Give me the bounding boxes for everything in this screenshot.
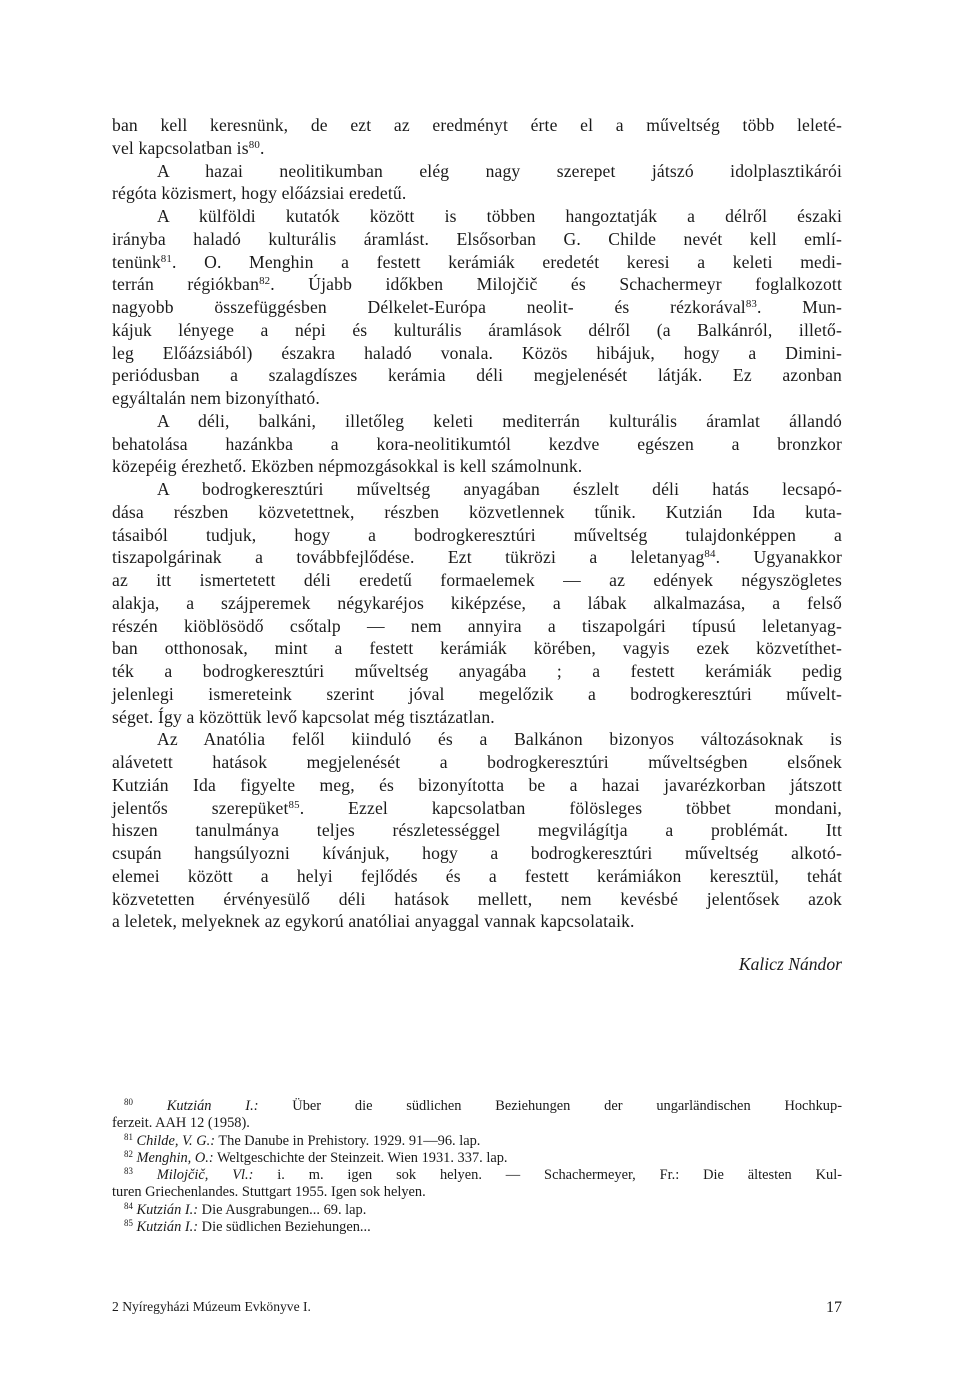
line-text: alávetett hatások megjelenését a bodrogkeresztúri műveltségben elsőnek: [112, 752, 842, 772]
text-line: [112, 706, 842, 729]
footnote-text: Über die südlichen Beziehungen der ungarländischen Hochkup-: [258, 1098, 842, 1114]
line-text: jelentős szerepüket: [112, 797, 289, 818]
text-line: [112, 387, 842, 410]
text-line: [112, 296, 842, 319]
footnote: [112, 1115, 842, 1132]
text-line: [112, 660, 842, 683]
footnote: [112, 1150, 842, 1167]
line-text: Kutzián Ida figyelte meg, és bizonyította be a hazai javarézkorban játszott: [112, 774, 842, 795]
text-line: [112, 205, 842, 228]
line-text: kájuk lényege a népi és kulturális áramlások délről (a Balkánról, illető-: [112, 319, 842, 340]
footnote: [112, 1133, 842, 1150]
page-number: 17: [826, 1299, 842, 1316]
text-line: [112, 728, 842, 751]
line-text: részén kiöblösödő csőtalp — nem annyira a tiszapolgári típusú leletanyag-: [112, 615, 842, 636]
author-signature: Kalicz Nándor: [738, 954, 842, 974]
footnote-author: Childe, V. G.:: [136, 1132, 215, 1149]
text-line: [112, 410, 842, 433]
line-text: az itt ismertetett déli eredetű formaelemek — az edények négyszögletes: [112, 570, 842, 590]
line-text: ték a bodrogkeresztúri műveltség anyagába ; a festett kerámiák pedig: [112, 661, 842, 681]
text-line: [112, 137, 842, 160]
line-text: csupán hangsúlyozni kívánjuk, hogy a bodrogkeresztúri műveltség alkotó-: [112, 843, 842, 863]
footnote-author: Menghin, O.:: [136, 1149, 214, 1166]
text-line: [112, 637, 842, 660]
line-text: séget. Így a közöttük levő kapcsolat még tisztázatlan.: [112, 706, 495, 727]
footnote-number: 82: [124, 1148, 133, 1159]
line-text: nagyobb összefüggésben Délkelet-Európa neolit- és rézkorával: [112, 297, 746, 317]
footnote-text: The Danube in Prehistory. 1929. 91—96. lap.: [215, 1132, 481, 1149]
text-line: [112, 683, 842, 706]
text-line: [112, 273, 842, 296]
footnote: [112, 1184, 842, 1201]
line-text: A hazai neolitikumban elég nagy szerepet játszó idolplasztikárói: [157, 160, 842, 181]
text-line: [112, 160, 842, 183]
line-text: elemei között a helyi fejlődés és a festett kerámiákon keresztül, tehát: [112, 865, 842, 886]
line-text: terrán régiókban: [112, 274, 260, 295]
line-text: közvetetten érvényesülő déli hatások mellett, nem kevésbé jelentősek azok: [112, 888, 842, 909]
footnote-number: 81: [124, 1131, 133, 1142]
footnote-author: Kutzián I.:: [166, 1098, 259, 1114]
text-line: [112, 524, 842, 547]
footnote: [112, 1219, 842, 1236]
footnote-number: 83: [124, 1166, 133, 1177]
line-text-continued: .: [259, 137, 265, 158]
line-text: A külföldi kutatók között is többen hangoztatják a délről északi: [157, 206, 842, 226]
text-line: [112, 433, 842, 456]
footnote: [112, 1098, 842, 1115]
line-text: ban kell keresnünk, de ezt az eredményt érte el a műveltség több leleté-: [112, 115, 842, 135]
footnote: [112, 1202, 842, 1219]
footnote-text: ferzeit. AAH 12 (1958).: [112, 1115, 250, 1132]
line-text-continued: . Ezzel kapcsolatban fölösleges többet mondani,: [299, 797, 842, 818]
text-line: [112, 842, 842, 865]
footnote-text: Die südlichen Beziehungen...: [198, 1219, 371, 1236]
text-line: [112, 478, 842, 501]
text-line: [112, 865, 842, 888]
footnote-author: Kutzián I.:: [136, 1219, 199, 1236]
footnote-ref: 81: [160, 252, 173, 265]
line-text: periódusban a szalagdíszes kerámia déli megjelenését látják. Ez azonban: [112, 365, 842, 386]
page-footer: [112, 1299, 842, 1317]
body-text: [112, 114, 842, 933]
text-line: [112, 228, 842, 251]
footnote-text: Die Ausgrabungen... 69. lap.: [198, 1201, 367, 1218]
footnote-ref: 80: [248, 138, 260, 151]
text-line: [112, 182, 842, 205]
line-text-continued: . Ugyanakkor: [715, 547, 842, 568]
text-line: [112, 251, 842, 274]
line-text: Az Anatólia felől kiinduló és a Balkánon bizonyos változásoknak is: [157, 729, 842, 750]
footnote-number: 84: [124, 1200, 133, 1211]
line-text: ban otthonosak, mint a festett kerámiák körében, vagyis ezek közvetíthet-: [112, 638, 842, 659]
line-text: jelenlegi ismereteink szerint jóval megelőzik a bodrogkeresztúri művelt-: [112, 683, 842, 704]
text-line: [112, 592, 842, 615]
text-line: [112, 546, 842, 569]
line-text: tenünk: [112, 251, 161, 272]
footnotes: [112, 1098, 842, 1236]
footnote-ref: 82: [259, 275, 271, 288]
text-line: [112, 910, 842, 933]
line-text: irányba haladó kulturális áramlást. Elsősorban G. Childe nevét kell emlí-: [112, 228, 842, 249]
footnote-number: 80: [124, 1097, 133, 1108]
line-text: A déli, balkáni, illetőleg keleti mediterrán kulturális áramlat állandó: [157, 410, 842, 431]
line-text: A bodrogkeresztúri műveltség anyagában észlelt déli hatás lecsapó-: [157, 479, 842, 499]
footnote-number: 85: [124, 1218, 133, 1229]
text-line: [112, 615, 842, 638]
text-line: [112, 569, 842, 592]
text-line: [112, 751, 842, 774]
line-text: alakja, a szájperemek négykaréjos kiképzése, a lábak alkalmazása, a felső: [112, 592, 842, 613]
footnote-text: turen Griechenlandes. Stuttgart 1955. Igen sok helyen.: [112, 1184, 426, 1201]
line-text: behatolása hazánkba a kora-neolitikumtól kezdve egészen a bronzkor: [112, 433, 842, 454]
text-line: [112, 501, 842, 524]
line-text: vel kapcsolatban is: [112, 137, 249, 158]
line-text: tiszapolgárinak a továbbfejlődése. Ezt tükrözi a leletanyag: [112, 547, 705, 568]
footnote-author: Kutzián I.:: [136, 1201, 199, 1218]
line-text: régóta közismert, hogy előázsiai eredetű.: [112, 183, 407, 204]
footnote-ref: 85: [288, 798, 300, 811]
line-text-continued: . Mun-: [757, 297, 842, 317]
text-line: [112, 797, 842, 820]
line-text: tásaiból tudjuk, hogy a bodrogkeresztúri műveltség tulajdonképpen a: [112, 524, 842, 545]
text-line: [112, 114, 842, 137]
text-line: [112, 342, 842, 365]
text-line: [112, 364, 842, 387]
text-line: [112, 819, 842, 842]
footnote-text: i. m. igen sok helyen. — Schachermeyer, Fr.: Die ältesten Kul-: [253, 1167, 842, 1184]
line-text: egyáltalán nem bizonyítható.: [112, 388, 320, 408]
line-text-continued: . O. Menghin a festett kerámiák eredetét keresi a keleti medi-: [172, 251, 842, 272]
line-text: leg Előázsiából) északra haladó vonala. Közös hibájuk, hogy a Dimini-: [112, 342, 842, 363]
text-line: [112, 774, 842, 797]
text-line: [112, 888, 842, 911]
text-line: [112, 319, 842, 342]
printer-signature: 2 Nyíregyházi Múzeum Evkönyve I.: [112, 1299, 311, 1314]
line-text: a leletek, melyeknek az egykorú anatóliai anyaggal vannak kapcsolataik.: [112, 911, 635, 932]
line-text: hiszen tanulmánya teljes részletességgel megvilágítja a problémát. Itt: [112, 820, 842, 841]
footnote-ref: 84: [704, 548, 716, 561]
line-text: dása részben közvetettnek, részben közvetlennek tűnik. Kutzián Ida kuta-: [112, 501, 842, 522]
footnote-ref: 83: [745, 298, 758, 310]
text-line: [112, 455, 842, 478]
footnote-text: Weltgeschichte der Steinzeit. Wien 1931. 337. lap.: [213, 1149, 508, 1166]
footnote-author: Milojčič, Vl.:: [156, 1167, 254, 1184]
footnote: [112, 1167, 842, 1184]
line-text: közepéig érezhető. Eközben népmozgásokkal is kell számolnunk.: [112, 456, 583, 477]
line-text-continued: . Újabb időkben Milojčič és Schachermeyr foglalkozott: [270, 274, 843, 295]
